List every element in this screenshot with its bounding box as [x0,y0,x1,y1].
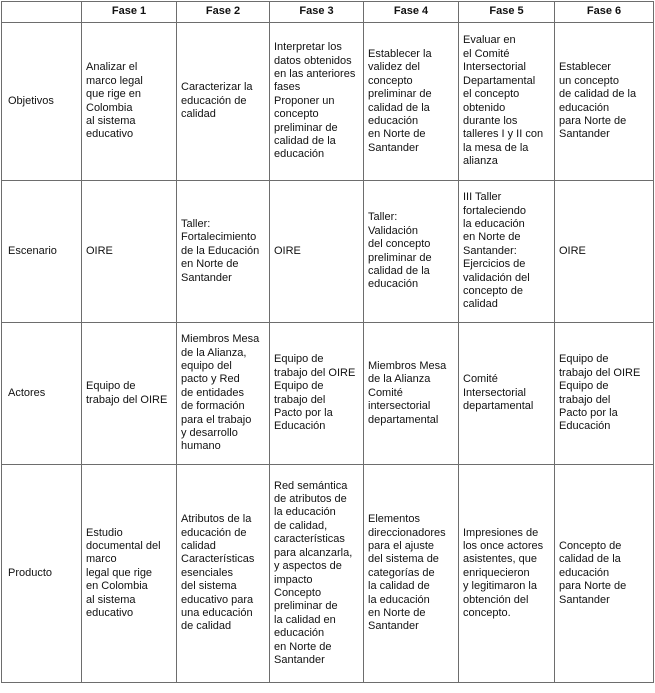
cell-text: Estudio documental del marco legal que rige en Colombia al sistema educativo [86,526,161,620]
column-header-fase-6: Fase 6 [555,2,654,23]
cell-text: Comité Intersectorial departamental [463,373,534,413]
table-cell [82,23,177,181]
cell-text: Miembros Mesa de la Alianza, equipo del pacto y Red de entidades de formación para el trabajo y desarrollo humano [181,333,260,453]
cell-text: Atributos de la educación de calidad Características esenciales del sistema educativo para una educación de calidad [181,513,255,633]
table-cell [459,23,555,181]
table-row-producto [2,465,654,683]
column-header-fase-5: Fase 5 [459,2,555,23]
phases-table [1,1,654,683]
table-row-actores [2,323,654,465]
cell-text: Equipo de trabajo del OIRE Equipo de trabajo del Pacto por la Educación [274,353,356,433]
cell-text: Equipo de trabajo del OIRE [86,380,168,406]
table-cell [177,23,270,181]
table-cell [82,181,177,323]
cell-text: Caracterizar la educación de calidad [181,81,253,121]
cell-text: Concepto de calidad de la educación para Norte de Santander [559,539,627,606]
cell-text: Establecer un concepto de calidad de la educación para Norte de Santander [559,61,637,141]
row-header-actores: Actores [2,323,82,465]
column-header-fase-4: Fase 4 [364,2,459,23]
cell-text: OIRE [559,244,586,257]
header-row [2,2,654,23]
table-cell [459,465,555,683]
table-cell [555,181,654,323]
table-cell [555,23,654,181]
table-cell [270,323,364,465]
table-cell [82,465,177,683]
table-cell [82,323,177,465]
cell-text: Elementos direccionadores para el ajuste del sistema de categorías de la calidad de la educación en Norte de Santander [368,513,446,633]
table-cell [364,465,459,683]
table-cell [177,465,270,683]
corner-cell [2,2,82,23]
cell-text: Evaluar en el Comité Intersectorial Departamental el concepto obtenido durante los talleres I y II con la mesa de la alianza [463,34,544,168]
table-cell [459,181,555,323]
cell-text: Red semántica de atributos de la educación de calidad, características para alcanzarla, y aspectos de impacto Concepto preliminar de la calidad en educación en Norte de Santander [274,479,353,666]
table-cell [364,181,459,323]
table-cell [177,323,270,465]
table-cell [270,181,364,323]
table-cell [364,323,459,465]
column-header-fase-3: Fase 3 [270,2,364,23]
row-header-objetivos: Objetivos [2,23,82,181]
cell-text: Analizar el marco legal que rige en Colombia al sistema educativo [86,61,143,141]
cell-text: Impresiones de los once actores asistentes, que enriquecieron y legitimaron la obtención del concepto. [463,526,544,620]
cell-text: Taller: Validación del concepto preliminar de calidad de la educación [368,211,432,291]
cell-text: Interpretar los datos obtenidos en las anteriores fases Proponer un concepto preliminar de calidad de la educación [274,41,356,161]
column-header-fase-2: Fase 2 [177,2,270,23]
table-cell [555,323,654,465]
cell-text: OIRE [86,244,113,257]
table-cell [270,465,364,683]
cell-text: III Taller fortaleciendo la educación en Norte de Santander: Ejercicios de validación del concepto de calidad [463,191,530,311]
table-cell [364,23,459,181]
table-cell [270,23,364,181]
row-header-escenario: Escenario [2,181,82,323]
cell-text: Equipo de trabajo del OIRE Equipo de trabajo del Pacto por la Educación [559,353,641,433]
cell-text: Establecer la validez del concepto preliminar de calidad de la educación en Norte de Santander [368,47,432,154]
cell-text: Taller: Fortalecimiento de la Educación en Norte de Santander [181,217,260,284]
table-cell [177,181,270,323]
table-cell [459,323,555,465]
row-header-producto: Producto [2,465,82,683]
table-cell [555,465,654,683]
column-header-fase-1: Fase 1 [82,2,177,23]
table-row-objetivos [2,23,654,181]
cell-text: OIRE [274,244,301,257]
cell-text: Miembros Mesa de la Alianza Comité intersectorial departamental [368,359,447,426]
table-row-escenario [2,181,654,323]
